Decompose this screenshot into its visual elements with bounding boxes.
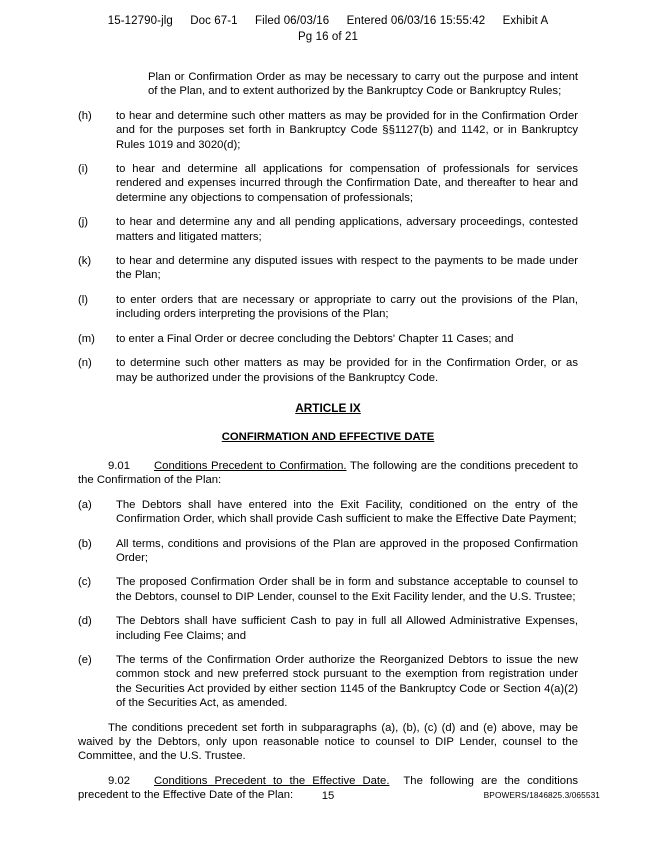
- list-item-marker: (j): [78, 216, 89, 229]
- section-901-title: Conditions Precedent to Confirmation.: [154, 459, 347, 472]
- filed-date: Filed 06/03/16: [254, 15, 330, 27]
- article-heading: ARTICLE IX: [295, 400, 361, 415]
- list-item-marker: (n): [78, 357, 92, 370]
- list-item: [78, 109, 578, 152]
- stamp-line-1: [0, 14, 656, 29]
- list-item-marker: (b): [78, 537, 92, 550]
- list-item: [78, 215, 578, 244]
- list-item-text: to determine such other matters as may be provided for in the Confirmation Order, or as may be authorized under the provisions of the Bankruptcy Code.: [116, 357, 578, 384]
- section-901-paragraph: [78, 459, 578, 488]
- list-item: [78, 293, 578, 322]
- list-item-text: The proposed Confirmation Order shall be in form and substance acceptable to counsel to the Debtors, counsel to DIP Lender, counsel to the Exit Facility lender, and the U.S. Trustee;: [116, 576, 578, 603]
- list-item-text: to hear and determine any disputed issues with respect to the payments to be made under the Plan;: [116, 255, 578, 282]
- list-item-marker: (k): [78, 255, 92, 268]
- list-item-text: All terms, conditions and provisions of the Plan are approved in the proposed Confirmation Order;: [116, 537, 578, 564]
- list-item-marker: (d): [78, 615, 92, 628]
- entered-date: Entered 06/03/16 15:55:42: [346, 15, 486, 27]
- list-item: [78, 575, 578, 604]
- court-filing-stamp: [0, 14, 656, 45]
- section-901-leadin: The following are the conditions precedent to the Confirmation of the Plan:: [78, 459, 578, 487]
- list-item-marker: (c): [78, 576, 92, 589]
- doc-number: Doc 67-1: [190, 15, 238, 27]
- list-item-marker: (l): [78, 293, 89, 306]
- section-902-title: Conditions Precedent to the Effective Date.: [154, 774, 390, 787]
- continued-paragraph: Plan or Confirmation Order as may be necessary to carry out the purpose and intent of the Plan, and to extent authorized by the Bankruptcy Code or Bankruptcy Rules;: [148, 71, 578, 98]
- list-item-marker: (m): [78, 332, 95, 345]
- section-902-leadin: The following are the conditions precedent to the Effective Date of the Plan:: [78, 774, 578, 802]
- list-item: [78, 332, 578, 346]
- stamp-page-of: Pg 16 of 21: [298, 31, 358, 43]
- list-item-text: to enter a Final Order or decree concluding the Debtors' Chapter 11 Cases; and: [116, 332, 514, 345]
- exhibit-label: Exhibit A: [502, 15, 549, 27]
- waiver-paragraph: The conditions precedent set forth in subparagraphs (a), (b), (c) (d) and (e) above, may be waived by the Debtors, only upon reasonable notice to counsel to DIP Lender, counsel to the Committee, and the U.S. Trustee.: [78, 721, 578, 763]
- list-item-text: to enter orders that are necessary or appropriate to carry out the provisions of the Plan, including orders interpreting the provisions of the Plan;: [116, 293, 578, 321]
- document-reference: BPOWERS/1846825.3/065531: [483, 790, 600, 800]
- list-item: [78, 537, 578, 566]
- section-902-number: 9.02: [108, 774, 130, 787]
- list-item-text: to hear and determine all applications for compensation of professionals for services rendered and expenses incurred through the Confirmation Date, and thereafter to hear and determine any objections to compensation of professionals;: [116, 163, 578, 204]
- list-item: [78, 614, 578, 643]
- list-item-marker: (a): [78, 498, 92, 511]
- list-item-text: to hear and determine any and all pending applications, adversary proceedings, contested matters and litigated matters;: [116, 216, 578, 243]
- case-number: 15-12790-jlg: [107, 15, 173, 27]
- document-body: [78, 70, 578, 813]
- list-item-text: The Debtors shall have entered into the Exit Facility, conditioned on the entry of the Confirmation Order, which shall provide Cash sufficient to make the Effective Date Payment;: [116, 498, 578, 526]
- list-item-marker: (h): [78, 109, 92, 122]
- list-item-text: to hear and determine such other matters as may be provided for in the Confirmation Order and for the purposes set forth in Bankruptcy Code §§1127(b) and 1142, or in Bankruptcy Rules 1019 and 3020(d);: [116, 109, 578, 151]
- list-item-marker: (i): [78, 163, 89, 176]
- list-item-text: The terms of the Confirmation Order authorize the Reorganized Debtors to issue the new common stock and new preferred stock pursuant to the exemption from registration under the Securities Act provided by either section 1145 of the Bankruptcy Code or Section 4(a)(2) of the Securities Act, as amended.: [116, 653, 578, 710]
- list-item-text: The Debtors shall have sufficient Cash to pay in full all Allowed Administrative Expenses, including Fee Claims; and: [116, 615, 578, 642]
- list-item: [78, 356, 578, 385]
- section-901-number: 9.01: [108, 459, 130, 472]
- section-heading: CONFIRMATION AND EFFECTIVE DATE: [221, 430, 435, 443]
- list-item: [78, 162, 578, 205]
- page-number: 15: [321, 790, 335, 802]
- list-item: [78, 498, 578, 527]
- list-item: [78, 653, 578, 711]
- list-item-marker: (e): [78, 653, 92, 666]
- list-item: [78, 254, 578, 283]
